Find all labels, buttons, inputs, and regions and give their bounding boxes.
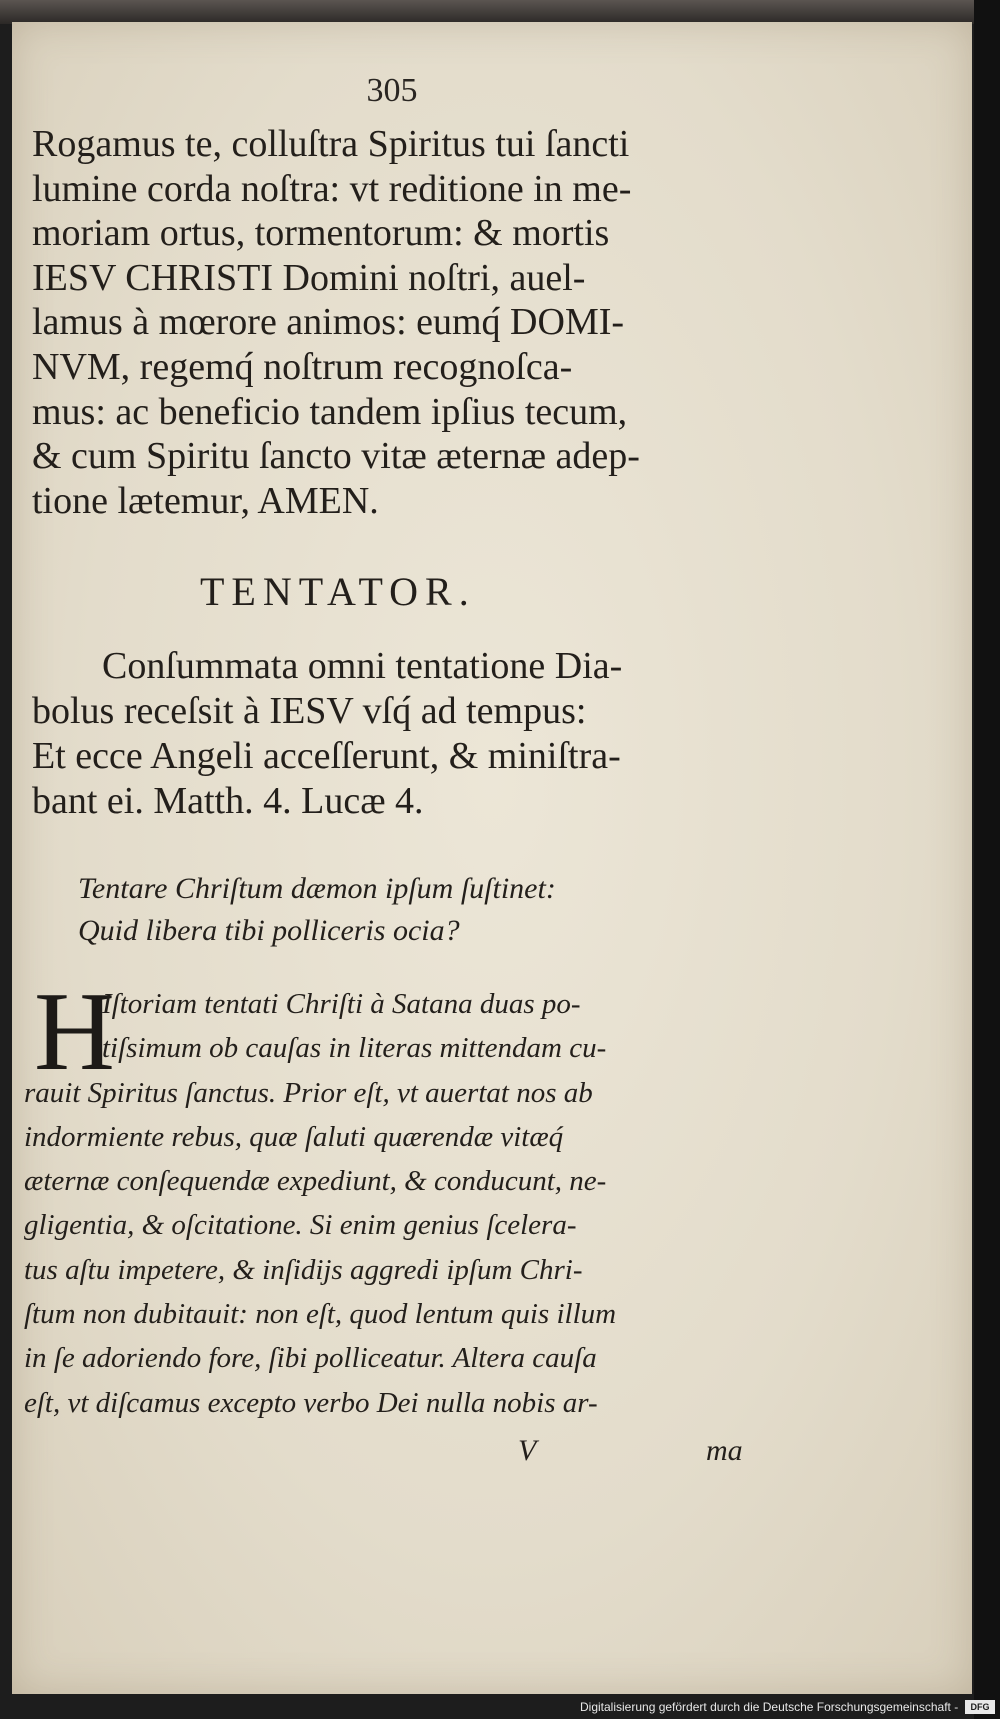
epigram-couplet: [78, 868, 738, 952]
commentary-line: tiſsimum ob cauſas in literas mittendam cu-: [102, 1032, 607, 1065]
commentary-text: [24, 970, 764, 1425]
prayer-line: tione lætemur, AMEN.: [32, 479, 379, 522]
section-heading: TENTATOR.: [200, 569, 476, 614]
commentary-line: æternæ conſequendæ expediunt, & conducunt, ne-: [24, 1165, 607, 1198]
prayer-line: lumine corda noſtra: vt reditione in me-: [32, 167, 632, 210]
verse-line: Conſummata omni tentatione Dia-: [102, 645, 623, 687]
prayer-text: [32, 122, 752, 523]
prayer-line: Rogamus te, colluſtra Spiritus tui ſancti: [32, 123, 630, 165]
commentary-line: ſtum non dubitauit: non eſt, quod lentum quis illum: [24, 1298, 617, 1331]
commentary-line: Iſtoriam tentati Chriſti à Satana duas po-: [102, 988, 581, 1020]
book-page: [12, 22, 972, 1694]
commentary-line: rauit Spiritus ſanctus. Prior eſt, vt auertat nos ab: [24, 1076, 593, 1109]
scan-top-edge: [0, 0, 1000, 24]
commentary-line: gligentia, & oſcitatione. Si enim genius ſcelera-: [24, 1209, 577, 1242]
drop-cap-initial: H: [34, 970, 115, 1094]
prayer-line: moriam ortus, tormentorum: & mortis: [32, 212, 610, 255]
scan-right-edge: [974, 0, 1000, 1719]
couplet-line: Tentare Chriſtum dæmon ipſum ſuſtinet:: [78, 872, 556, 905]
commentary-line: tus aſtu impetere, & inſidijs aggredi ipſum Chri-: [24, 1253, 583, 1286]
couplet-line: Quid libera tibi polliceris ocia?: [78, 914, 460, 947]
commentary-line: indormiente rebus, quæ ſaluti quærendæ vitæq́: [24, 1120, 564, 1153]
prayer-line: lamus à mœrore animos: eumq́ DOMI-: [32, 301, 625, 344]
catchword: ma: [706, 1434, 743, 1467]
prayer-line: IESV CHRISTI Domini noſtri, auel-: [32, 256, 586, 299]
page-number: 305: [366, 72, 418, 109]
commentary-line: eſt, vt diſcamus excepto verbo Dei nulla nobis ar-: [24, 1386, 598, 1419]
signature-mark: V: [518, 1434, 537, 1467]
dfg-logo: DFG: [965, 1700, 995, 1714]
digitization-credit: Digitalisierung gefördert durch die Deutsche Forschungsgemeinschaft -: [580, 1700, 959, 1714]
prayer-line: NVM, regemq́ noſtrum recognoſca-: [32, 345, 573, 388]
commentary-line: in ſe adoriendo fore, ſibi polliceatur. Altera cauſa: [24, 1342, 597, 1375]
verse-line: bant ei. Matth. 4. Lucæ 4.: [32, 780, 424, 822]
verse-line: bolus receſsit à IESV vſq́ ad tempus:: [32, 690, 587, 732]
prayer-line: & cum Spiritu ſancto vitæ æternæ adep-: [32, 435, 640, 478]
verse-line: Et ecce Angeli acceſſerunt, & miniſtra-: [32, 735, 621, 777]
prayer-line: mus: ac beneficio tandem ipſius tecum,: [32, 390, 628, 433]
scripture-verse: [32, 644, 762, 824]
